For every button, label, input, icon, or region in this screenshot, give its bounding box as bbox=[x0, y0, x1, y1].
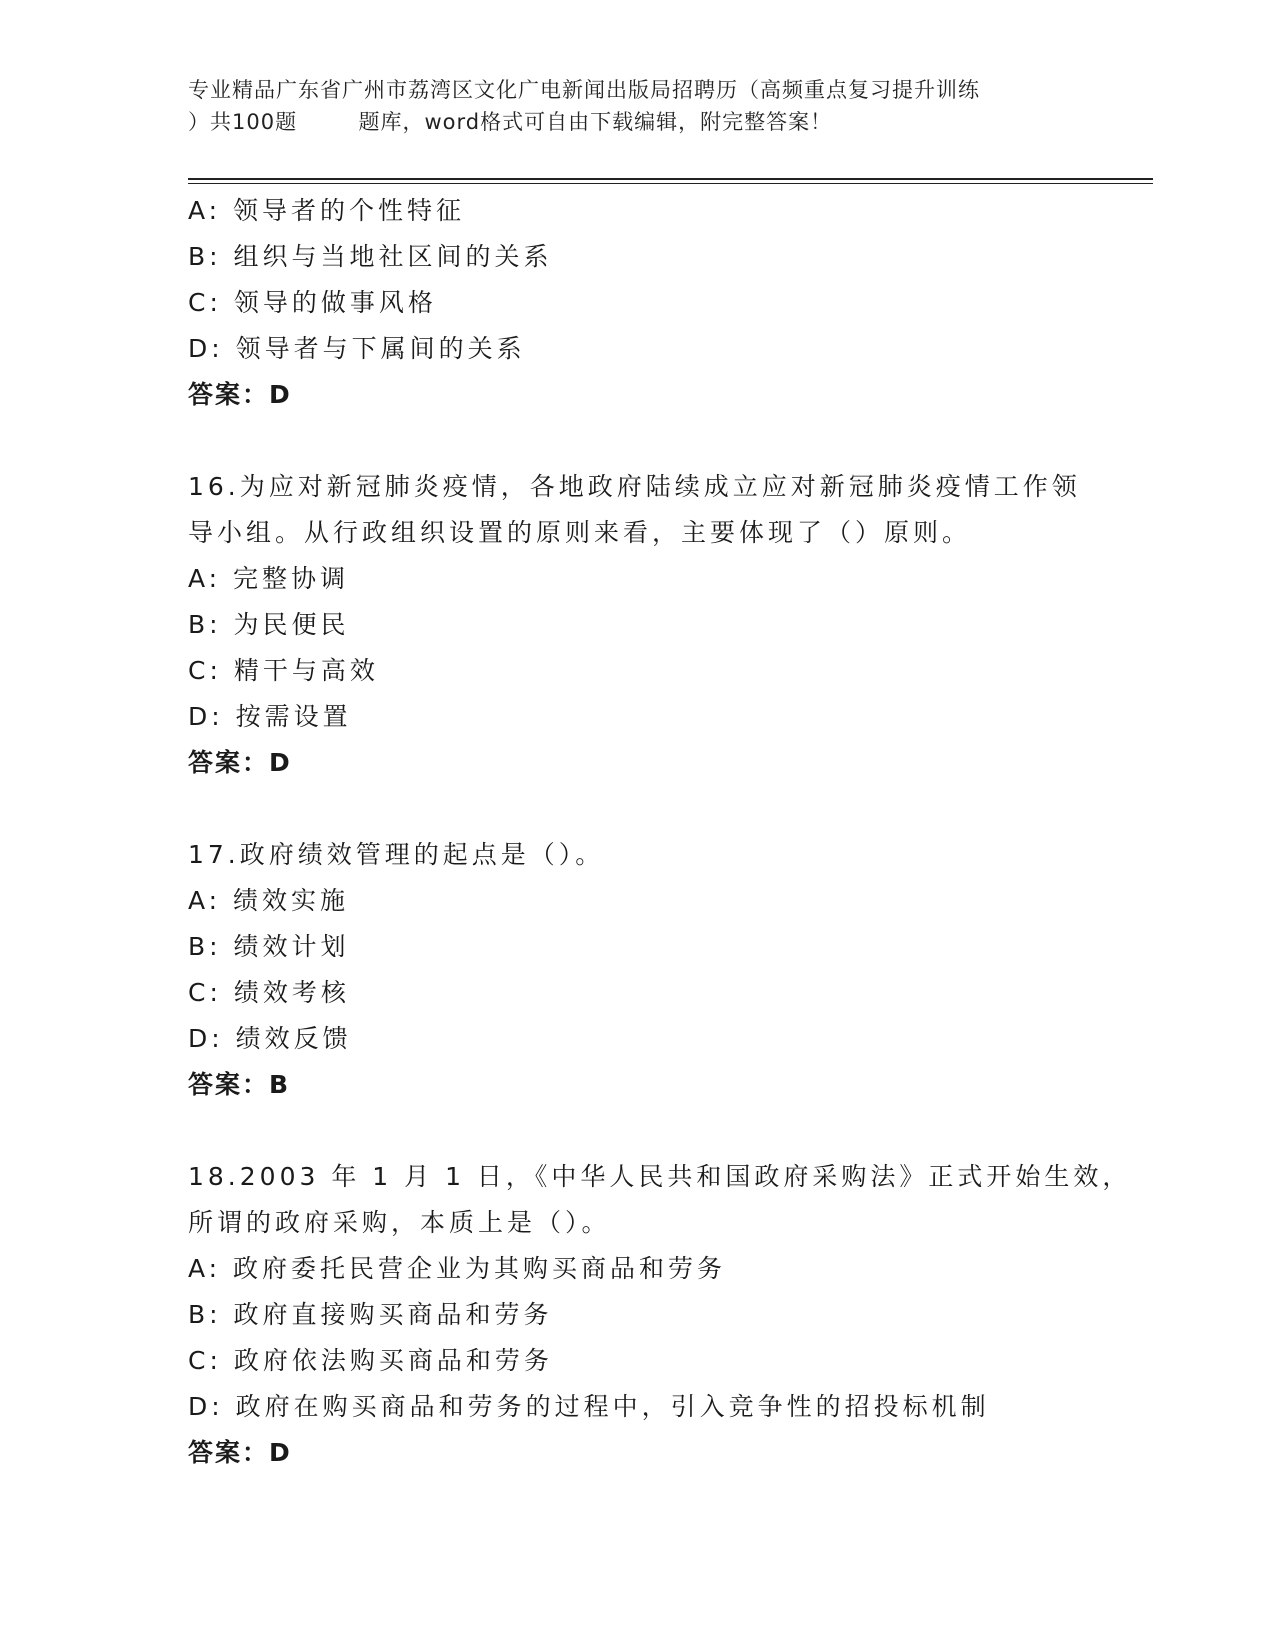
question-block bbox=[188, 1154, 1132, 1476]
question-stem-line: 18.2003 年 1 月 1 日，《中华人民共和国政府采购法》正式开始生效， bbox=[188, 1162, 1132, 1191]
question-stem-line: 所谓的政府采购，本质上是（）。 bbox=[188, 1208, 611, 1237]
question-block bbox=[188, 832, 1108, 1108]
answer-line: 答案：D bbox=[188, 1438, 292, 1467]
spacer bbox=[188, 786, 1108, 832]
header-rule-thin bbox=[188, 183, 1153, 184]
header-line-2: ）共100题 题库，word格式可自由下载编辑，附完整答案！ bbox=[188, 110, 833, 134]
answer-line: 答案：B bbox=[188, 1070, 291, 1099]
option-c: C: 政府依法购买商品和劳务 bbox=[188, 1346, 553, 1375]
document-header bbox=[188, 74, 1088, 138]
spacer bbox=[188, 418, 1108, 464]
option-c: C: 精干与高效 bbox=[188, 656, 379, 685]
answer-line: 答案：D bbox=[188, 748, 292, 777]
option-d: D: 领导者与下属间的关系 bbox=[188, 334, 526, 363]
option-b: B: 为民便民 bbox=[188, 610, 350, 639]
header-line-1: 专业精品广东省广州市荔湾区文化广电新闻出版局招聘历（高频重点复习提升训练 bbox=[188, 78, 980, 102]
question-stem-line: 16.为应对新冠肺炎疫情，各地政府陆续成立应对新冠肺炎疫情工作领 bbox=[188, 472, 1081, 501]
question-block bbox=[188, 188, 1108, 418]
option-c: C: 绩效考核 bbox=[188, 978, 350, 1007]
option-b: B: 政府直接购买商品和劳务 bbox=[188, 1300, 553, 1329]
option-b: B: 组织与当地社区间的关系 bbox=[188, 242, 553, 271]
spacer bbox=[188, 1108, 1108, 1154]
option-b: B: 绩效计划 bbox=[188, 932, 350, 961]
option-c: C: 领导的做事风格 bbox=[188, 288, 437, 317]
option-d: D: 按需设置 bbox=[188, 702, 352, 731]
header-rule-thick bbox=[188, 178, 1153, 180]
question-list bbox=[188, 188, 1132, 1476]
question-block bbox=[188, 464, 1108, 786]
option-a: A: 完整协调 bbox=[188, 564, 350, 593]
option-d: D: 政府在购买商品和劳务的过程中，引入竞争性的招投标机制 bbox=[188, 1392, 990, 1421]
option-a: A: 政府委托民营企业为其购买商品和劳务 bbox=[188, 1254, 727, 1283]
option-a: A: 领导者的个性特征 bbox=[188, 196, 466, 225]
question-stem-line: 17.政府绩效管理的起点是（）。 bbox=[188, 840, 605, 869]
option-a: A: 绩效实施 bbox=[188, 886, 350, 915]
question-stem-line: 导小组。从行政组织设置的原则来看，主要体现了（）原则。 bbox=[188, 518, 972, 547]
option-d: D: 绩效反馈 bbox=[188, 1024, 352, 1053]
answer-line: 答案：D bbox=[188, 380, 292, 409]
